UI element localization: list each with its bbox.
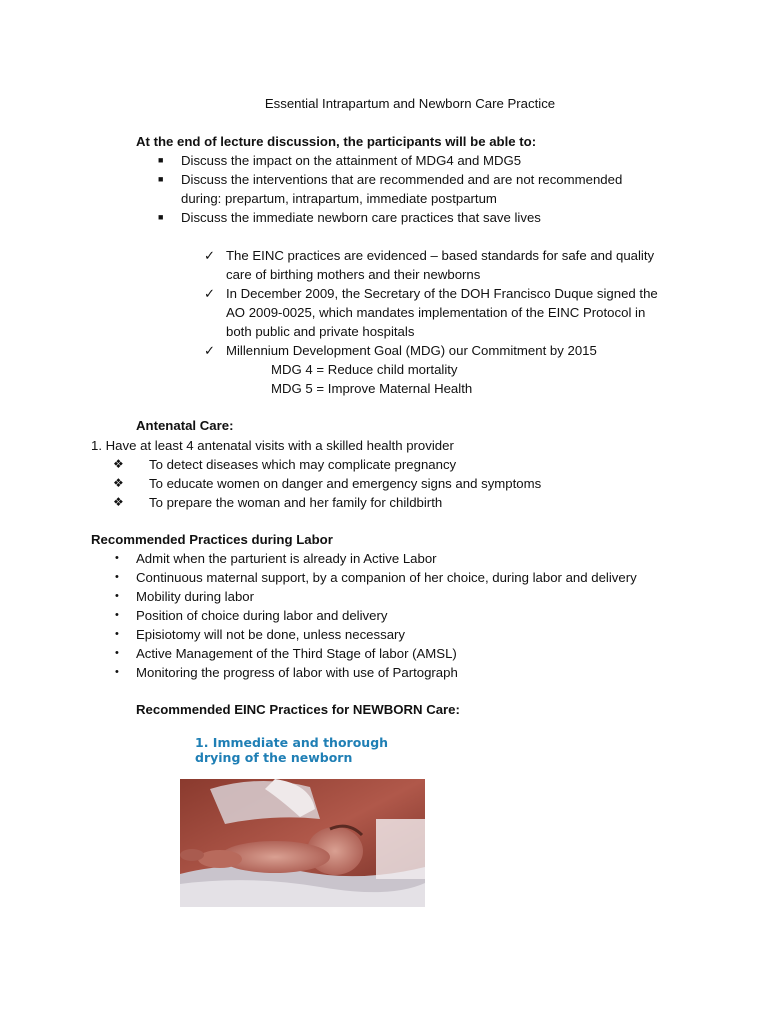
- labor-heading: Recommended Practices during Labor: [91, 532, 333, 547]
- diamond-bullet-icon: ❖: [113, 476, 124, 490]
- diamond-bullet-icon: ❖: [113, 495, 124, 509]
- labor-list: [91, 549, 637, 682]
- check-item: ✓ In December 2009, the Secretary of the DOH Francisco Duque signed the: [204, 286, 658, 301]
- checkmark-icon: ✓: [204, 286, 216, 301]
- antenatal-heading: Antenatal Care:: [136, 418, 234, 433]
- list-item: ❖ To detect diseases which may complicate pregnancy: [113, 457, 457, 472]
- list-item: • Position of choice during labor and delivery: [91, 606, 637, 625]
- list-item-continuation: during: prepartum, intrapartum, immediate postpartum: [181, 191, 497, 206]
- dot-bullet-icon: •: [115, 609, 119, 621]
- list-item: • Monitoring the progress of labor with use of Partograph: [91, 663, 637, 682]
- list-item: ■ Discuss the interventions that are recommended and are not recommended: [136, 170, 622, 189]
- list-item: • Episiotomy will not be done, unless necessary: [91, 625, 637, 644]
- list-item: • Admit when the parturient is already in Active Labor: [91, 549, 637, 568]
- newborn-drying-figure: [180, 729, 425, 907]
- diamond-bullet-icon: ❖: [113, 457, 124, 471]
- dot-bullet-icon: •: [115, 628, 119, 640]
- checkmark-icon: ✓: [204, 343, 216, 358]
- square-bullet-icon: ■: [158, 174, 164, 184]
- newborn-photo: [180, 779, 425, 907]
- list-item: ■ Discuss the immediate newborn care practices that save lives: [136, 208, 622, 227]
- dot-bullet-icon: •: [115, 647, 119, 659]
- mdg4-line: MDG 4 = Reduce child mortality: [271, 362, 458, 377]
- list-item: ❖ To prepare the woman and her family for childbirth: [113, 495, 443, 510]
- mdg5-line: MDG 5 = Improve Maternal Health: [271, 381, 473, 396]
- newborn-heading: Recommended EINC Practices for NEWBORN Care:: [136, 702, 460, 717]
- list-item: • Active Management of the Third Stage of labor (AMSL): [91, 644, 637, 663]
- figure-caption: 1. Immediate and thorough drying of the newborn: [195, 735, 389, 765]
- page-title: Essential Intrapartum and Newborn Care Practice: [264, 96, 556, 111]
- dot-bullet-icon: •: [115, 552, 119, 564]
- dot-bullet-icon: •: [115, 590, 119, 602]
- checkmark-icon: ✓: [204, 248, 216, 263]
- antenatal-subitems: [113, 455, 541, 512]
- list-item: • Mobility during labor: [91, 587, 637, 606]
- objectives-heading: At the end of lecture discussion, the participants will be able to:: [136, 134, 537, 149]
- checklist: ✓ The EINC practices are evidenced – based standards for safe and quality care of birthing mothers and their newborns ✓ In December 2009, the Secretary of the DOH Francisco Duque signed the AO 2009-0025, which mandates implementation of the EINC Protocol in both public and private hospitals ✓ Millennium Development Goal (MDG) our Commitment by 2015: [204, 248, 658, 358]
- check-item: ✓ The EINC practices are evidenced – based standards for safe and quality: [204, 248, 655, 263]
- antenatal-item-1: 1. Have at least 4 antenatal visits with a skilled health provider: [91, 438, 454, 453]
- list-item: • Continuous maternal support, by a companion of her choice, during labor and delivery: [91, 568, 637, 587]
- list-item: ❖ To educate women on danger and emergency signs and symptoms: [113, 476, 542, 491]
- dot-bullet-icon: •: [115, 571, 119, 583]
- list-item: ■ Discuss the impact on the attainment of MDG4 and MDG5: [136, 151, 622, 170]
- check-item: ✓ Millennium Development Goal (MDG) our Commitment by 2015: [204, 343, 597, 358]
- objectives-list: [136, 151, 622, 227]
- square-bullet-icon: ■: [158, 212, 164, 222]
- dot-bullet-icon: •: [115, 666, 119, 678]
- square-bullet-icon: ■: [158, 155, 164, 165]
